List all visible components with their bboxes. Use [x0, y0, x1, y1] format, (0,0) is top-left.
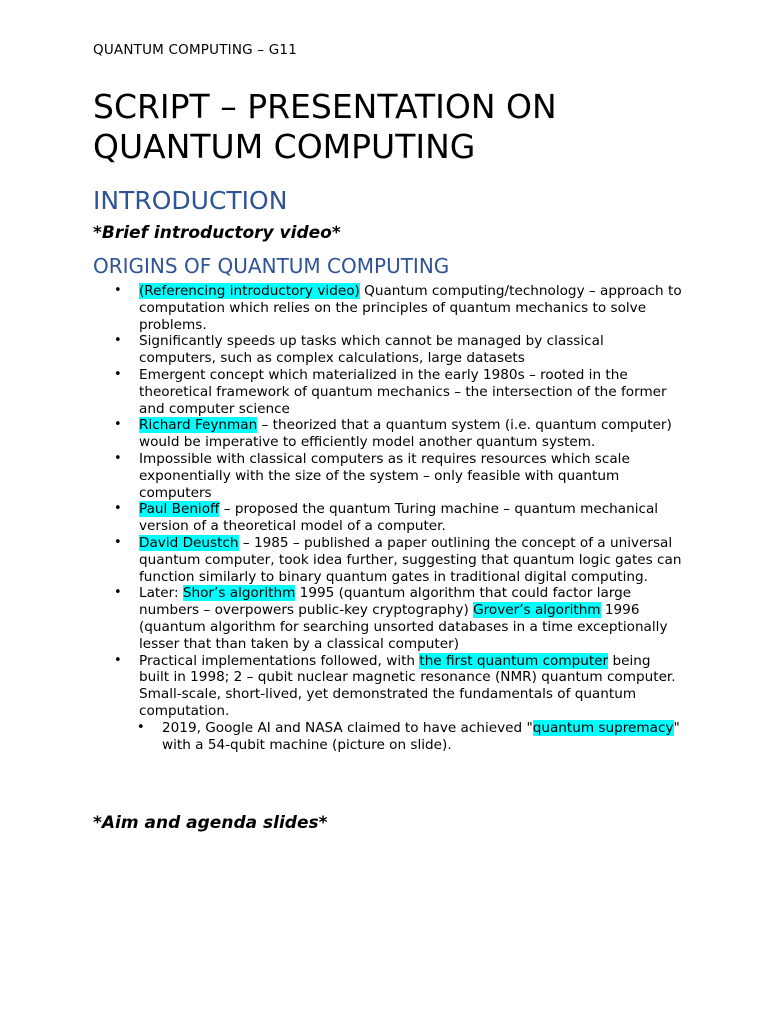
highlighted-text: David Deustch — [139, 534, 239, 551]
bullet-icon: • — [114, 333, 122, 349]
list-item — [114, 283, 684, 333]
highlighted-text: Grover’s algorithm — [473, 602, 601, 619]
list-item — [114, 534, 684, 585]
item-text: – 1985 – published a paper outlining the concept of a universal quantum computer, took idea further, suggesting that quantum logic gates can function similarly to binary quantum gates in traditional digital computing. — [139, 534, 682, 585]
item-text: Small-scale, short-lived, yet demonstrated the fundamentals of quantum computation. — [139, 686, 637, 719]
nested-bullet-list — [139, 720, 684, 754]
item-text: Practical implementations followed, with — [139, 652, 420, 669]
list-item — [114, 585, 684, 652]
list-item — [114, 450, 684, 501]
document-title — [93, 87, 557, 167]
introduction-heading: INTRODUCTION — [93, 186, 288, 215]
item-text: " with a 54-qubit machine (picture on slide). — [162, 719, 680, 753]
list-item — [114, 501, 684, 535]
highlighted-text: Richard Feynman — [139, 417, 258, 434]
bullet-icon: • — [114, 450, 122, 466]
highlighted-text: Shor’s algorithm — [182, 585, 296, 602]
bullet-icon: • — [114, 501, 122, 517]
sub-list-item — [137, 719, 684, 754]
bullet-icon: • — [114, 366, 122, 382]
item-text: 2019, Google AI and NASA claimed to have achieved " — [162, 719, 533, 736]
item-text: 1996 (quantum algorithm for searching unsorted databases in a time exceptionally lesser that than taken by a classical computer) — [139, 602, 668, 652]
list-item — [114, 333, 684, 367]
item-text: Impossible with classical computers as it requires resources which scale exponentially with the size of the system – only feasible with quantum computers — [139, 450, 630, 501]
item-text: Emergent concept which materialized in the early 1980s – rooted in the theoretical framework of quantum mechanics – the intersection of the former and computer science — [139, 366, 667, 417]
title-line-2: QUANTUM COMPUTING — [93, 127, 476, 166]
item-text: being built in 1998; 2 – qubit nuclear magnetic resonance (NMR) quantum computer. — [139, 652, 676, 686]
bullet-icon: • — [114, 585, 122, 601]
item-text: Later: — [139, 585, 183, 602]
list-item — [114, 366, 684, 417]
list-item — [114, 652, 684, 754]
origins-bullet-list — [114, 283, 684, 753]
title-line-1: SCRIPT – PRESENTATION ON — [93, 87, 557, 126]
origins-heading: ORIGINS OF QUANTUM COMPUTING — [93, 254, 450, 278]
highlighted-text: (Referencing introductory video) — [139, 283, 360, 299]
bullet-icon: • — [114, 417, 122, 433]
highlighted-text: the first quantum computer — [419, 652, 609, 669]
item-text: Quantum computing/technology – approach to computation which relies on the principles of quantum mechanics to solve problems. — [139, 283, 682, 333]
intro-video-note: *Brief introductory video* — [93, 223, 341, 243]
bullet-icon: • — [114, 283, 122, 298]
highlighted-text: Paul Benioff — [139, 501, 220, 518]
aim-agenda-note: *Aim and agenda slides* — [93, 813, 328, 833]
bullet-icon: • — [137, 719, 145, 735]
item-text: 1995 (quantum algorithm that could factor large numbers – overpowers public-key cryptography) — [139, 585, 632, 619]
highlighted-text: quantum supremacy — [532, 719, 674, 736]
page-header: QUANTUM COMPUTING – G11 — [93, 42, 297, 58]
list-item — [114, 417, 684, 451]
item-text: Significantly speeds up tasks which cannot be managed by classical computers, such as complex calculations, large datasets — [139, 333, 604, 367]
item-text: – theorized that a quantum system (i.e. quantum computer) would be imperative to efficiently model another quantum system. — [139, 417, 672, 451]
bullet-icon: • — [114, 534, 122, 550]
bullet-icon: • — [114, 652, 122, 668]
item-text: – proposed the quantum Turing machine – quantum mechanical version of a theoretical model of a computer. — [139, 501, 659, 535]
